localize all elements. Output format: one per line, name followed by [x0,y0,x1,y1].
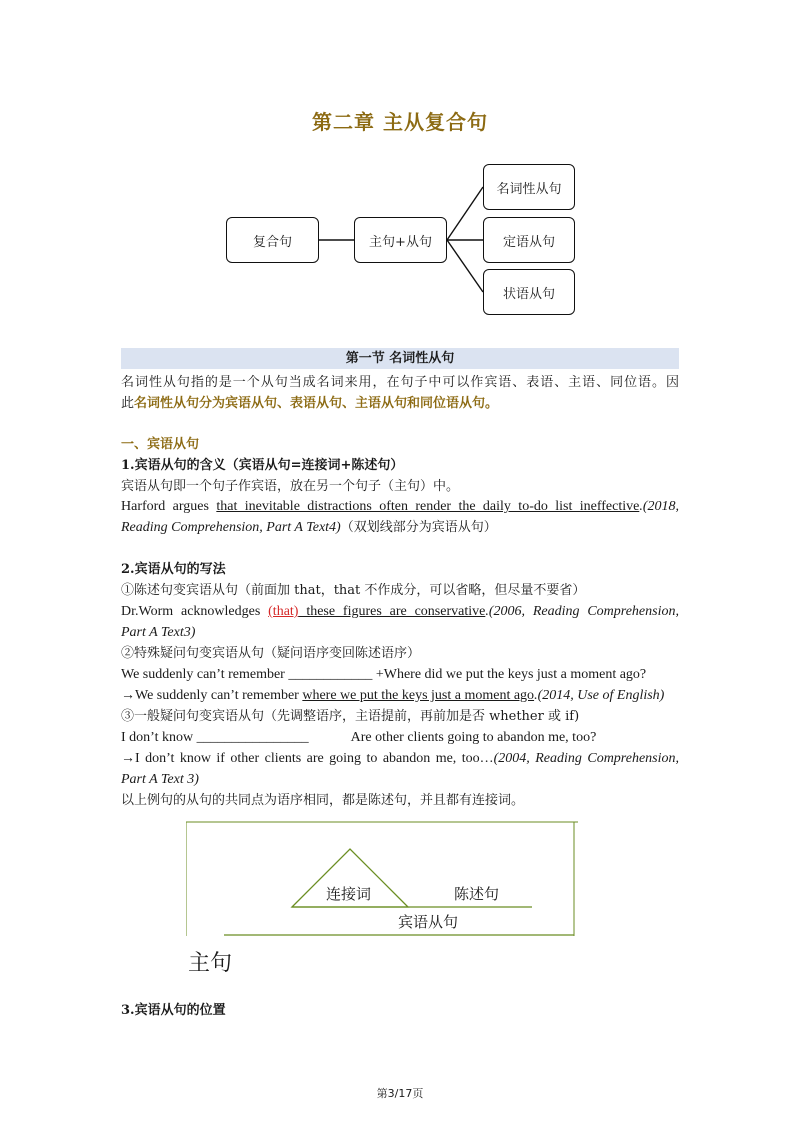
intro-highlight: 名词性从句分为宾语从句、表语从句、主语从句和同位语从句。 [134,396,499,411]
rule-1: ①陈述句变宾语从句（前面加 that，that 不作成分，可以省略，但尽量不要省） [121,583,586,598]
example-harford: Harford argues that inevitable distractions often render the daily to-do list ineffective.(2018, [121,499,679,514]
chapter-title: 第二章 主从复合句 [312,110,488,134]
example-keys-question: We suddenly can’t remember ____________ +Where did we put the keys just a moment ago? [121,667,647,682]
compound-sentence-diagram [0,0,800,330]
heading-how-to-write: 2.宾语从句的写法 [121,562,226,577]
object-clause-label: 宾语从句 [398,913,459,931]
optional-that: (that) [268,604,299,619]
connector-line [447,240,483,292]
example-clients-question: I don’t know ________________ Are other clients going to abandon me, too? [121,730,597,745]
heading-object-clause: 一、宾语从句 [121,437,200,452]
example-keys-answer: →We suddenly can’t remember where we put the keys just a moment ago.(2014, Use of English) [121,688,665,703]
example-clients-source: Part A Text 3) [121,772,199,787]
connector-line [447,187,483,240]
main-clause-label: 主句 [188,951,233,976]
underlined-clause: that inevitable distractions often render the daily to-do list ineffective [216,499,640,514]
object-clause-figure [186,821,578,936]
section-title: 第一节 名词性从句 [121,348,679,369]
statement-label: 陈述句 [454,885,500,903]
intro-line-2: 此名词性从句分为宾语从句、表语从句、主语从句和同位语从句。 [121,396,499,411]
example-worm-source: Part A Text3) [121,625,196,640]
connector-label: 连接词 [326,885,372,903]
example-worm: Dr.Worm acknowledges (that) these figures are conservative.(2006, Reading Comprehension, [121,604,679,619]
definition-text: 宾语从句即一个句子作宾语，放在另一个句子（主句）中。 [121,479,460,494]
page-number: 第3/17页 [376,1087,424,1100]
rule-2: ②特殊疑问句变宾语从句（疑问语序变回陈述语序） [121,646,421,661]
rule-3: ③一般疑问句变宾语从句（先调整语序，主语提前，再前加是否 whether 或 if) [121,709,580,724]
intro-line-1: 名词性从句指的是一个从句当成名词来用，在句子中可以作宾语、表语、主语、同位语。因 [121,375,679,390]
summary-text: 以上例句的从句的共同点为语序相同，都是陈述句，并且都有连接词。 [121,793,525,808]
node-adverbial-clause: 状语从句 [483,269,575,315]
node-compound-sentence: 复合句 [226,217,319,263]
example-harford-source: Reading Comprehension, Part A Text4)（双划线部分为宾语从句） [121,520,497,535]
example-clients-answer: →I don’t know if other clients are going to abandon me, too…(2004, Reading Comprehension, [121,751,679,766]
node-attributive-clause: 定语从句 [483,217,575,263]
heading-definition: 1.宾语从句的含义（宾语从句=连接词+陈述句） [121,458,404,473]
heading-position: 3.宾语从句的位置 [121,1003,226,1018]
node-main-sub-clause: 主句+从句 [354,217,447,263]
node-noun-clause: 名词性从句 [483,164,575,210]
